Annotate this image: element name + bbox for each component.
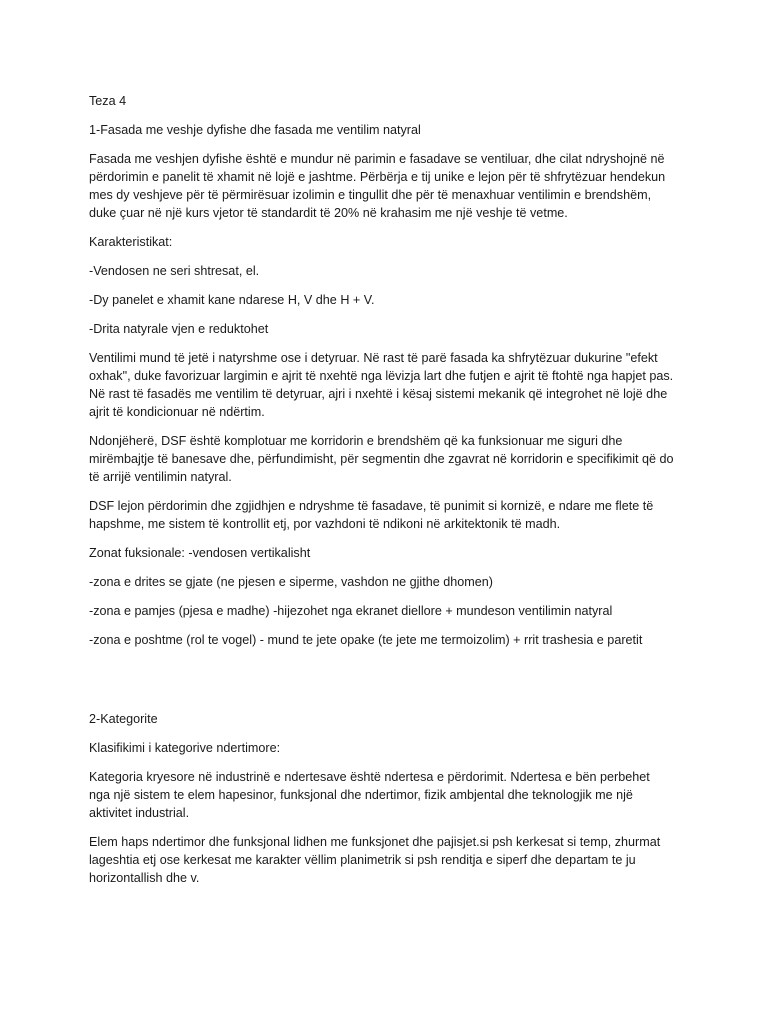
section-1-paragraph: Karakteristikat:: [89, 235, 173, 249]
section-1-paragraph: -Vendosen ne seri shtresat, el.: [89, 264, 260, 278]
section-1-paragraph: -Dy panelet e xhamit kane ndarese H, V dhe H + V.: [89, 293, 375, 307]
section-1-heading: 1-Fasada me veshje dyfishe dhe fasada me ventilim natyral: [89, 123, 421, 137]
section-2-paragraph: Kategoria kryesore në industrinë e ndertesave është ndertesa e përdorimit. Ndertesa e bën perbehet nga një sistem te elem hapesinor, funksjonal dhe ndertimor, fizik ambjental dhe teknologjik me një aktivitet industrial.: [89, 770, 650, 820]
section-2-paragraph: Elem haps ndertimor dhe funksjonal lidhen me funksjonet dhe pajisjet.si psh kerkesat si temp, zhurmat lageshtia etj ose kerkesat me karakter vëllim planimetrik si psh renditja e siperf dhe departam te ju horizontallish dhe v.: [89, 835, 661, 885]
section-1-paragraph: -Drita natyrale vjen e reduktohet: [89, 322, 269, 336]
section-1-paragraph: Ndonjëherë, DSF është komplotuar me korridorin e brendshëm që ka funksionuar me siguri dhe mirëmbajtje të banesave dhe, përfundimisht, për segmentin dhe zgavrat në korridorin e specifikimit që do të arrijë ventilimin natyral.: [89, 434, 674, 484]
section-1-paragraph: DSF lejon përdorimin dhe zgjidhjen e ndryshme të fasadave, të punimit si kornizë, e ndare me flete të hapshme, me sistem të kontrollit etj, por vazhdoni të ndikoni në arkitektonik të madh.: [89, 499, 654, 531]
section-spacer: [89, 660, 674, 710]
section-1-paragraph: Ventilimi mund të jetë i natyrshme ose i detyruar. Në rast të parë fasada ka shfrytëzuar dukurine "efekt oxhak", duke favorizuar largimin e ajrit të nxehtë nga lëvizja lart dhe futjen e ajrit të ftohtë nga hapjet pas. Në rast të fasadës me ventilim të detyruar, ajri i nxehtë i kësaj sistemi mekanik që integrohet në lojë dhe ajrit të kondicionuar në ndërtim.: [89, 351, 674, 419]
section-1-paragraph: Fasada me veshjen dyfishe është e mundur në parimin e fasadave se ventiluar, dhe cilat ndryshojnë në përdorimin e panelit të xhamit në lojë e jashtme. Përbërja e tij unike e lejon për të shfrytëzuar hendekun mes dy veshjeve për të përmirësuar izolimin e tingullit dhe për të menaxhuar ventilimin e brendshëm, duke çuar në një kurs vjetor të standardit të 20% në krahasim me një veshje të vetme.: [89, 152, 666, 220]
section-2-heading: 2-Kategorite: [89, 712, 158, 726]
section-1-paragraph: -zona e poshtme (rol te vogel) - mund te jete opake (te jete me termoizolim) + rrit trashesia e paretit: [89, 633, 643, 647]
document-title: Teza 4: [89, 94, 127, 108]
section-1-paragraph: -zona e pamjes (pjesa e madhe) -hijezohet nga ekranet diellore + mundeson ventilimin natyral: [89, 604, 613, 618]
section-1-paragraph: Zonat fuksionale: -vendosen vertikalisht: [89, 546, 311, 560]
document-body: [89, 92, 674, 898]
section-2-paragraph: Klasifikimi i kategorive ndertimore:: [89, 741, 281, 755]
section-1-paragraph: -zona e drites se gjate (ne pjesen e siperme, vashdon ne gjithe dhomen): [89, 575, 493, 589]
